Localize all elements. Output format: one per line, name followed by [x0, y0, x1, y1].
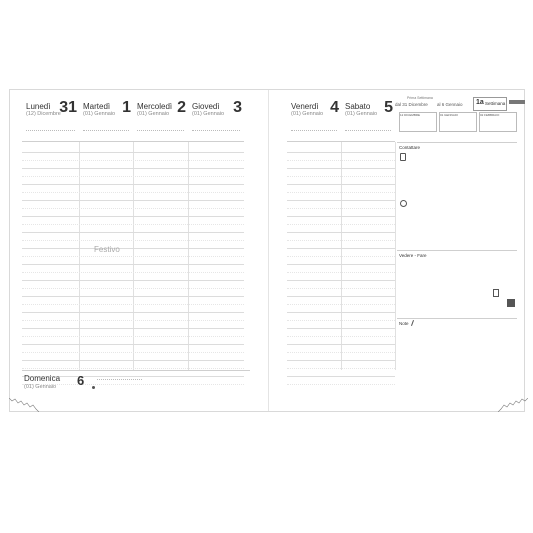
day-header-saturday: [341, 96, 395, 142]
hour-rule: [22, 360, 244, 361]
week-badge-label: Settimana: [485, 101, 506, 106]
at-icon: [400, 200, 407, 207]
sunday-date: (01) Gennaio: [24, 384, 57, 390]
day-number: 5: [384, 99, 393, 116]
day-name: Martedì: [83, 102, 111, 111]
day-name: Lunedì: [26, 102, 51, 111]
day-header-wednesday: [133, 96, 188, 142]
planner-spread: [9, 89, 525, 412]
tab-marker: [509, 100, 525, 104]
mini-calendar-december: 12 DICEMBRE: [399, 112, 437, 132]
divider: [97, 379, 142, 380]
hour-rule: [287, 232, 395, 233]
corner-zigzag-icon: [498, 398, 528, 412]
half-hour-rule: [22, 192, 244, 193]
hour-rule: [287, 184, 395, 185]
week-number: 1a: [476, 99, 484, 106]
holiday-label: Festivo: [94, 245, 120, 254]
day-name: Venerdì: [291, 102, 319, 111]
day-date: (01) Gennaio: [291, 111, 324, 117]
day-date: (12) Dicembre: [26, 111, 61, 117]
day-number: 1: [122, 99, 131, 116]
bullet-icon: [92, 386, 95, 389]
hour-rule: [287, 152, 395, 153]
corner-zigzag-icon: [9, 398, 39, 412]
hour-rule: [22, 168, 244, 169]
hour-rule: [287, 200, 395, 201]
mini-calendar-february: 02 FEBBRAIO: [479, 112, 517, 132]
day-header-friday: [287, 96, 341, 142]
half-hour-rule: [22, 288, 244, 289]
day-header-tuesday: [79, 96, 133, 142]
left-page: [10, 90, 268, 411]
hour-rule: [287, 344, 395, 345]
day-name: Sabato: [345, 102, 371, 111]
divider: [137, 130, 184, 131]
mobile-icon: [493, 289, 499, 297]
hour-rule: [22, 232, 244, 233]
hour-rule: [22, 152, 244, 153]
todo-label: Vedere - Fare: [399, 253, 427, 258]
phone-icon: [400, 153, 406, 161]
half-hour-rule: [287, 336, 395, 337]
day-date: (01) Gennaio: [192, 111, 225, 117]
day-date: (01) Gennaio: [83, 111, 116, 117]
hour-rule: [287, 376, 395, 377]
half-hour-rule: [287, 288, 395, 289]
hour-rule: [287, 280, 395, 281]
half-hour-rule: [287, 176, 395, 177]
half-hour-rule: [287, 304, 395, 305]
half-hour-rule: [22, 352, 244, 353]
week-range: [395, 96, 473, 112]
half-hour-rule: [22, 304, 244, 305]
hour-rule: [22, 280, 244, 281]
day-name: Mercoledì: [137, 102, 173, 111]
half-hour-rule: [287, 240, 395, 241]
contacts-section: [397, 142, 517, 251]
half-hour-rule: [22, 224, 244, 225]
day-number: 31: [59, 99, 77, 116]
half-hour-rule: [22, 208, 244, 209]
half-hour-rule: [287, 208, 395, 209]
half-hour-rule: [287, 256, 395, 257]
hour-rule: [22, 312, 244, 313]
hour-rule: [22, 216, 244, 217]
contacts-label: Contattare: [399, 145, 421, 150]
week-to: al 6 Gennaio: [437, 102, 463, 107]
sunday-number: 6: [77, 373, 85, 388]
notes-section: [397, 318, 517, 409]
half-hour-rule: [287, 272, 395, 273]
hour-rule: [22, 200, 244, 201]
week-label: Prima Settimana: [407, 96, 433, 100]
half-hour-rule: [22, 176, 244, 177]
half-hour-rule: [287, 192, 395, 193]
day-date: (01) Gennaio: [137, 111, 170, 117]
hour-rule: [22, 328, 244, 329]
half-hour-rule: [287, 352, 395, 353]
half-hour-rule: [22, 240, 244, 241]
pencil-icon: [411, 320, 414, 326]
hour-rule: [22, 296, 244, 297]
day-number: 3: [233, 99, 242, 116]
right-page: [268, 90, 527, 411]
notes-label: Note: [399, 321, 409, 326]
half-hour-rule: [287, 160, 395, 161]
half-hour-rule: [287, 368, 395, 369]
hour-rule: [287, 328, 395, 329]
week-badge: [473, 97, 507, 111]
day-header-thursday: [188, 96, 244, 142]
week-from: dal 31 Dicembre: [395, 102, 428, 107]
half-hour-rule: [22, 336, 244, 337]
divider: [83, 130, 129, 131]
day-date: (01) Gennaio: [345, 111, 378, 117]
day-name: Giovedì: [192, 102, 220, 111]
logo-icon: [507, 299, 515, 307]
sunday-block: [22, 370, 250, 399]
half-hour-rule: [22, 320, 244, 321]
mini-calendar-january: 01 GENNAIO: [439, 112, 477, 132]
divider: [345, 130, 391, 131]
hour-rule: [287, 216, 395, 217]
sunday-name: Domenica: [24, 374, 61, 383]
half-hour-rule: [287, 384, 395, 385]
day-number: 2: [177, 99, 186, 116]
hour-rule: [22, 184, 244, 185]
hour-rule: [287, 248, 395, 249]
half-hour-rule: [22, 160, 244, 161]
half-hour-rule: [22, 368, 244, 369]
hour-rule: [287, 360, 395, 361]
divider: [192, 130, 240, 131]
hour-rule: [22, 264, 244, 265]
todo-section: [397, 250, 517, 319]
hour-rule: [22, 248, 244, 249]
hour-rule: [287, 296, 395, 297]
day-number: 4: [330, 99, 339, 116]
half-hour-rule: [22, 272, 244, 273]
hour-rule: [287, 264, 395, 265]
half-hour-rule: [22, 256, 244, 257]
half-hour-rule: [287, 320, 395, 321]
day-header-monday: [22, 96, 79, 142]
divider: [26, 130, 75, 131]
hour-rule: [287, 168, 395, 169]
divider: [291, 130, 337, 131]
hour-rule: [22, 344, 244, 345]
hour-rule: [287, 312, 395, 313]
half-hour-rule: [287, 224, 395, 225]
